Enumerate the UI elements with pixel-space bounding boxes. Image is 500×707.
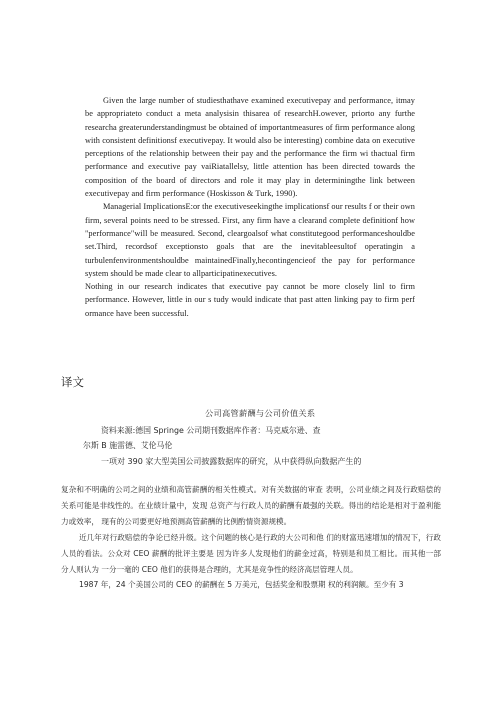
chinese-paragraph-3: 1987 年，24 个美国公司的 CEO 的薪酬在 5 万美元，包括奖金和股票期 权的利润额。至少有 3 <box>79 580 404 590</box>
english-text-block <box>85 94 415 320</box>
chinese-paragraph-2: 近几年对行政赔偿的争论已经升级。这个问题的核心是行政的大公司和他 们的财富迅速增加的情况下，行政人员的看法。公众对 CEO 薪酬的批评主要是 因为许多人发现他们的薪金过高，特别是和员工相比。而其他一部分人则认为 一分一毫的 CEO 他们的获得是合理的，尤其是竞争性的经济高层管理人员。 <box>61 532 441 574</box>
chinese-body <box>61 482 441 593</box>
english-paragraph-2: Managerial ImplicationsE:or the executiveseekingthe implicationsf our results f or their own firm, several points need to be stressed. First, any firm have a clearand complete definitionf how "performance"will be measured. Second, cleargoalsof what constitutegood performanceshouldbe set.Third, recordsof exceptionsto goals that are the inevitableesultof operatingin a turbulenfenvironmentshouldbe maintainedFinally,hecontingencieof the pay for performance system should be made clear to allparticipatinexecutives. <box>85 202 415 278</box>
translation-heading: 译文 <box>61 375 84 389</box>
chinese-source <box>83 423 401 453</box>
english-paragraph-3: Nothing in our research indicates that executive pay cannot be more closely linl to firm performance. However, little in our s tudy would indicate that past atten linking pay to firm perf ormance have been successful. <box>85 282 415 318</box>
english-paragraph-1: Given the large number of studiesthathave examined executivepay and performance, itmay be appropriateto conduct a meta analysisin thisarea of researchH.owever, priorto any furthe researcha greaterunderstandingmust be obtained of importantmeasures of firm performance along with consistent definitionsf executivepay. It would also be interesting) combine data on executive perceptions of the relationship between their pay and the performance the firm wi thactual firm performance and executive pay vaiRiatallelsy, little attention has been directed towards the composition of the board of directors and role it may play in determiningthe link between executivepay and firm performance (Hoskisson & Turk, 1990). <box>85 96 415 199</box>
chinese-source-line-1: 资料来源:德国 Springe 公司期刊数据库作者：马克威尔逊、查 <box>101 426 321 435</box>
chinese-source-line-2: 尔斯 B 施雷德、艾伦马伦 <box>83 441 173 450</box>
chinese-title: 公司高管薪酬与公司价值关系 <box>205 408 316 418</box>
chinese-paragraph-1: 复杂和不明确的公司之间的业绩和高管薪酬的相关性模式。对有关数据的审查 表明，公司业绩之间及行政赔偿的关系可能是非线性的。在业绩计量中，发现 总资产与行政人员的薪酬有最强的关联。得出的结论是相对于盈利能力或效率， 现有的公司要更好地预测高管薪酬的比例酌情资源规模。 <box>61 485 441 526</box>
chinese-intro: 一项对 390 家大型美国公司披露数据库的研究，从中获得纵向数据产生的 <box>101 457 362 466</box>
